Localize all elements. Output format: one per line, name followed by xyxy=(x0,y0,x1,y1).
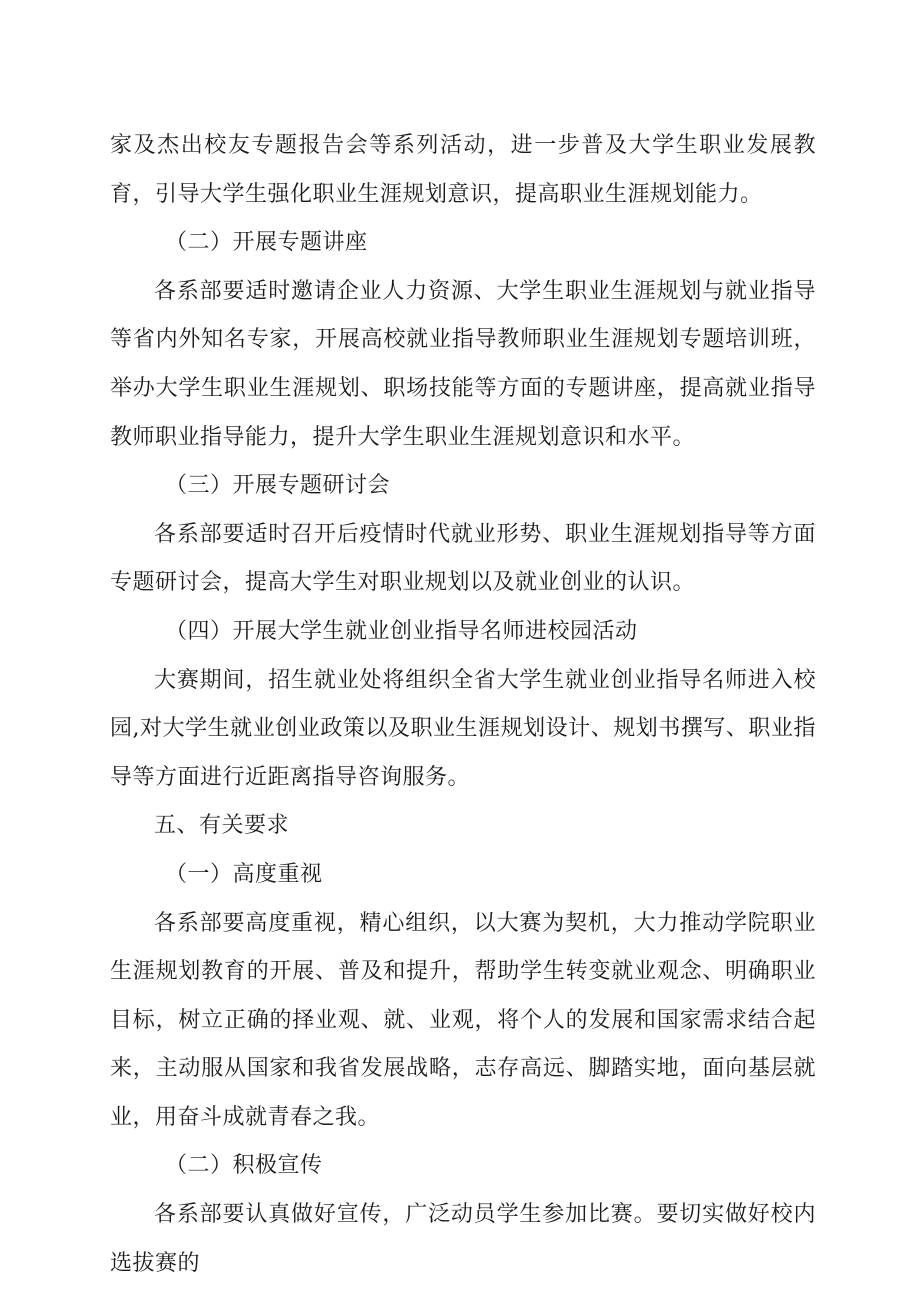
subheading-attention: （一）高度重视 xyxy=(165,861,323,887)
paragraph-seminar: 各系部要适时召开后疫情时代就业形势、职业生涯规划指导等方面专题研讨会，提高大学生对职业规划以及就业创业的认识。 xyxy=(110,521,816,596)
section-heading-requirements: 五、有关要求 xyxy=(154,813,290,839)
paragraph-attention: 各系部要高度重视，精心组织，以大赛为契机，大力推动学院职业生涯规划教育的开展、普及和提升，帮助学生转变就业观念、明确职业目标，树立正确的择业观、就、业观，将个人的发展和国家需求结合起来，主动服从国家和我省发展战略，志存高远、脚踏实地，面向基层就业，用奋斗成就青春之我。 xyxy=(110,910,816,1130)
paragraph-lectures: 各系部要适时邀请企业人力资源、大学生职业生涯规划与就业指导等省内外知名专家，开展高校就业指导教师职业生涯规划专题培训班，举办大学生职业生涯规划、职场技能等方面的专题讲座，提高就业指导教师职业指导能力，提升大学生职业生涯规划意识和水平。 xyxy=(110,278,816,450)
paragraph-intro-continued: 家及杰出校友专题报告会等系列活动，进一步普及大学生职业发展教育，引导大学生强化职业生涯规划意识，提高职业生涯规划能力。 xyxy=(110,133,816,207)
subheading-mentors-campus: （四）开展大学生就业创业指导名师进校园活动 xyxy=(165,618,638,644)
subheading-lectures: （二）开展专题讲座 xyxy=(165,230,368,256)
paragraph-mentors-campus: 大赛期间，招生就业处将组织全省大学生就业创业指导名师进入校园,对大学生就业创业政策以及职业生涯规划设计、规划书撰写、职业指导等方面进行近距离指导咨询服务。 xyxy=(110,667,816,790)
document-body xyxy=(110,122,816,1288)
paragraph-publicity: 各系部要认真做好宣传，广泛动员学生参加比赛。要切实做好校内选拔赛的 xyxy=(110,1202,816,1276)
subheading-seminar: （三）开展专题研讨会 xyxy=(165,473,391,499)
subheading-publicity: （二）积极宣传 xyxy=(165,1153,323,1179)
